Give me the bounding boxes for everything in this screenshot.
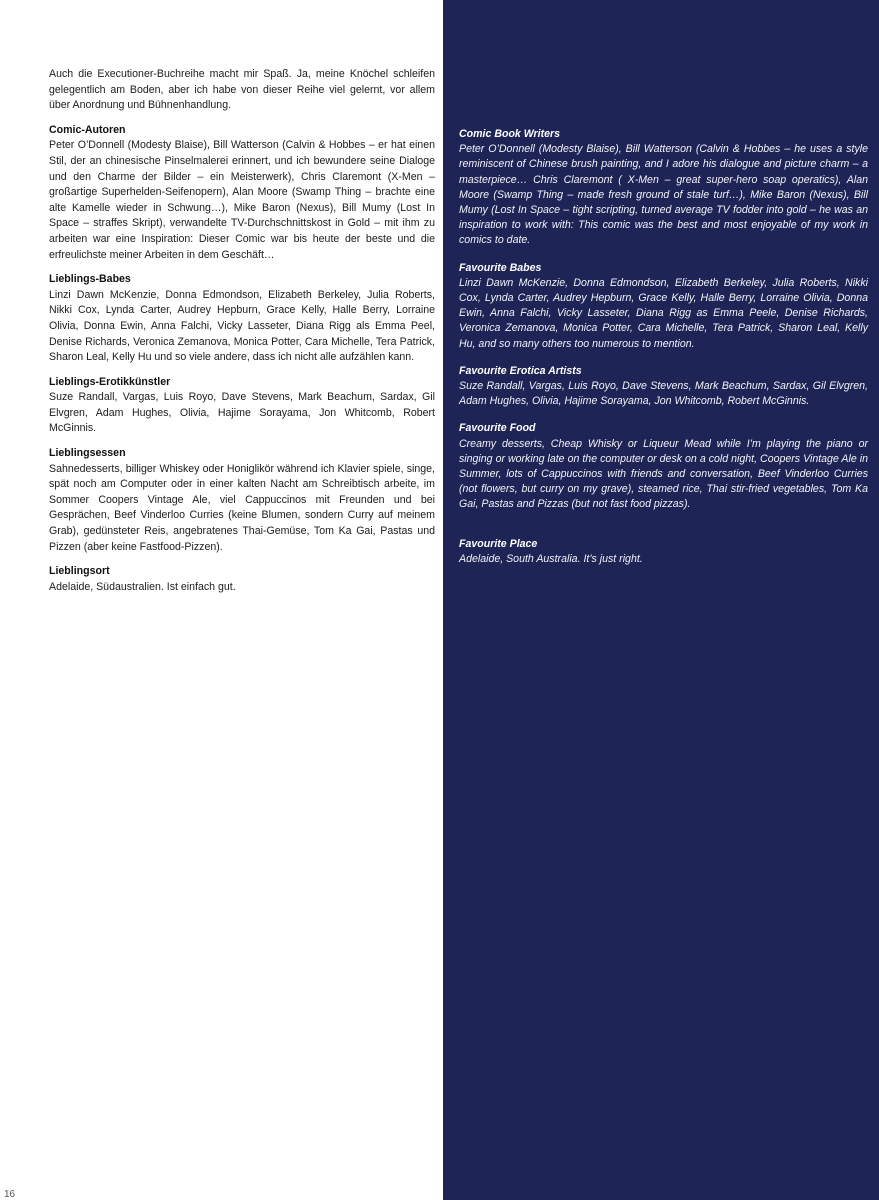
section-body: Suze Randall, Vargas, Luis Royo, Dave Stevens, Mark Beachum, Sardax, Gil Elvgren, Adam Hughes, Olivia, Hajime Sorayama, Jon Whitcomb, Robert McGinnis. <box>49 391 435 435</box>
page-number: 16 <box>4 1189 16 1200</box>
section-body: Suze Randall, Vargas, Luis Royo, Dave Stevens, Mark Beachum, Sardax, Gil Elvgren, Adam Hughes, Olivia, Hajime Sorayama, Jon Whitcomb, Robert McGinnis. <box>459 380 868 408</box>
section-heading: Favourite Food <box>459 422 536 435</box>
section-heading: Favourite Erotica Artists <box>459 364 582 377</box>
german-section-favourite-food <box>49 446 435 555</box>
section-heading: Lieblings-Babes <box>49 273 131 286</box>
german-section-favourite-place <box>49 564 435 595</box>
section-heading: Comic-Autoren <box>49 123 126 136</box>
section-body: Creamy desserts, Cheap Whisky or Liqueur Mead while I’m playing the piano or singing or working late on the computer or desk on a cold night, Coopers Vintage Ale in Summer, lots of Cappuccinos with friends and conversation, Beef Vinderloo Curries (not flowers, but curry on my grave), steamed rice, Thai stir-fried vegetables, Tom Ka Gai, Pastas and Pizzas (but not fast food pizzas). <box>459 437 868 511</box>
english-text <box>459 127 868 579</box>
english-column <box>443 0 879 1200</box>
english-section-erotica-artists <box>459 364 868 410</box>
section-heading: Lieblingsessen <box>49 447 126 460</box>
english-section-favourite-place <box>459 537 868 567</box>
section-heading: Comic Book Writers <box>459 128 561 140</box>
section-body: Adelaide, Südaustralien. Ist einfach gut. <box>49 580 236 593</box>
section-heading: Lieblings-Erotikkünstler <box>49 375 171 388</box>
english-section-favourite-food <box>459 421 868 512</box>
german-lead-paragraph: Auch die Executioner-Buchreihe macht mir Spaß. Ja, meine Knöchel schleifen gelegentlich am Boden, aber ich habe von dieser Reihe viel gelernt, vor allem über Anordnung und Bühnenhandlung. <box>49 68 435 112</box>
section-heading: Favourite Babes <box>459 261 542 274</box>
section-body: Linzi Dawn McKenzie, Donna Edmondson, Elizabeth Berkeley, Julia Roberts, Nikki Cox, Lynda Carter, Audrey Hepburn, Grace Kelly, Halle Berry, Lorraine Olivia, Donna Ewin, Anna Falchi, Vicky Lasseter, Diana Rigg als Emma Peel, Denise Richards, Veronica Zemanova, Monica Potter, Cara Michelle, Tera Patrick, Sharon Leal, Kelly Hu und so viele andere, dass ich nicht alle aufzählen kann. <box>49 288 435 364</box>
german-text <box>49 67 435 604</box>
section-body: Peter O’Donnell (Modesty Blaise), Bill Watterson (Calvin & Hobbes – he uses a style reminiscent of Chinese brush painting, and I adore his dialogue and picture charm – a masterpiece… Chris Claremont ( X-Men – great super-hero soap operatics), Alan Moore (Swamp Thing – made fresh ground of stale turf…), Mike Baron (Nexus), Bill Mumy (Lost In Space – tight scripting, turned average TV fodder into gold – he was an inspiration to work with: This comic was the best and most enjoyable of my work in comics to date. <box>459 143 868 247</box>
german-section-favourite-babes <box>49 272 435 366</box>
section-body: Peter O’Donnell (Modesty Blaise), Bill Watterson (Calvin & Hobbes – er hat einen Stil, der an chinesische Pinselmalerei erinnert, und ich bewundere seine Dialoge und den Charme der Bilder – ein Meisterwerk), Chris Claremont (X-Men – großartige Superhelden-Seifenopern), Alan Moore (Swamp Thing – brachte eine alte Kamelle wieder in Schwung…), Mike Baron (Nexus), Bill Mumy (Lost In Space – straffes Skript), verwandelte TV-Durchschnittskost in Gold – mit ihm zu arbeiten war eine Inspiration: Dieser Comic war bis heute der beste und die erfreulichste meiner Arbeiten in dem Geschäft… <box>49 139 435 261</box>
section-body: Sahnedesserts, billiger Whiskey oder Honiglikör während ich Klavier spiele, singe, spät noch am Computer oder in einer kalten Nacht am Schreibtisch arbeite, im Sommer Coopers Vintage Ale, viel Cappuccinos mit Freunden und bei Gesprächen, Beef Vinderloo Curries (keine Blumen, sondern Curry auf meinem Grab), gedünsteter Reis, angebratenes Thai-Gemüse, Tom Ka Gai, Pastas und Pizzen (aber keine Fastfood-Pizzen). <box>49 462 435 553</box>
english-section-favourite-babes <box>459 261 868 352</box>
section-heading: Lieblingsort <box>49 565 110 578</box>
section-heading: Favourite Place <box>459 537 538 550</box>
english-section-comic-writers <box>459 127 868 249</box>
german-section-erotica-artists <box>49 375 435 437</box>
section-body: Linzi Dawn McKenzie, Donna Edmondson, Elizabeth Berkeley, Julia Roberts, Nikki Cox, Lynda Carter, Audrey Hepburn, Grace Kelly, Halle Berry, Lorraine Olivia, Donna Ewin, Anna Falchi, Vicky Lasseter, Diana Rigg as Emma Peele, Denise Richards, Veronica Zemanova, Monica Potter, Cara Michelle, Tera Patrick, Sharon Leal, Kelly Hu, and so many others too numerous to mention. <box>459 276 868 350</box>
german-section-comic-authors <box>49 123 435 263</box>
section-body: Adelaide, South Australia. It’s just right. <box>459 552 643 565</box>
